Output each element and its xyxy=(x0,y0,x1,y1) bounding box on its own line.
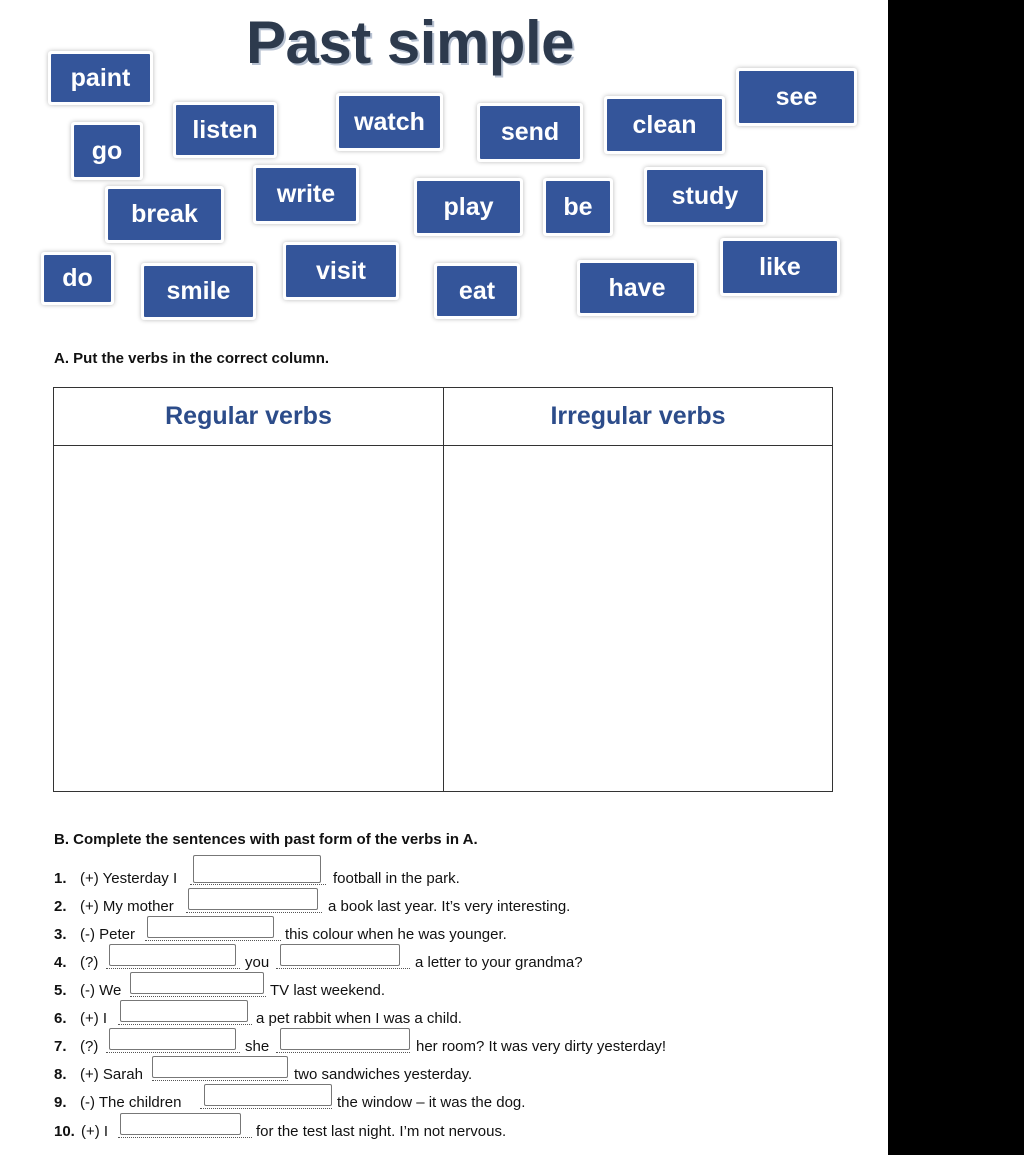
verb-card-paint[interactable]: paint xyxy=(51,54,150,102)
section-b-instruction: B. Complete the sentences with past form of the verbs in A. xyxy=(54,831,478,848)
answer-box[interactable] xyxy=(193,855,321,883)
sentence-text: she xyxy=(245,1038,270,1055)
dotted-line xyxy=(118,1137,252,1138)
verb-card-break[interactable]: break xyxy=(108,189,221,240)
regular-verbs-header: Regular verbs xyxy=(54,388,443,446)
sentence-text: two sandwiches yesterday. xyxy=(294,1066,473,1083)
regular-verbs-drop-area[interactable] xyxy=(54,446,443,791)
dotted-line xyxy=(106,1052,240,1053)
sentence-text: (+) I xyxy=(80,1010,108,1027)
sentence-text: a pet rabbit when I was a child. xyxy=(256,1010,462,1027)
verb-card-watch[interactable]: watch xyxy=(339,96,440,148)
sentence-number: 1. xyxy=(54,870,67,887)
sentence-text: (?) xyxy=(80,1038,99,1055)
irregular-verbs-drop-area[interactable] xyxy=(444,446,832,791)
verb-card-play[interactable]: play xyxy=(417,181,520,233)
dotted-line xyxy=(200,1108,332,1109)
verb-card-send[interactable]: send xyxy=(480,106,580,159)
sentence-number: 9. xyxy=(54,1094,67,1111)
verb-card-like[interactable]: like xyxy=(723,241,837,293)
dotted-line xyxy=(186,912,322,913)
sentence-number: 4. xyxy=(54,954,67,971)
answer-box[interactable] xyxy=(120,1113,241,1135)
answer-box[interactable] xyxy=(109,1028,236,1050)
verb-card-clean[interactable]: clean xyxy=(607,99,722,151)
sentence-number: 2. xyxy=(54,898,67,915)
verb-card-listen[interactable]: listen xyxy=(176,105,274,155)
dotted-line xyxy=(130,996,266,997)
sentence-text: (-) The children xyxy=(80,1094,182,1111)
sentence-text: TV last weekend. xyxy=(270,982,386,999)
sentence-text: this colour when he was younger. xyxy=(285,926,507,943)
sentence-number: 10. xyxy=(54,1123,75,1140)
sentence-text: a letter to your grandma? xyxy=(415,954,583,971)
sentence-text: (+) I xyxy=(81,1123,109,1140)
sentence-text: a book last year. It’s very interesting. xyxy=(328,898,571,915)
sentence-number: 6. xyxy=(54,1010,67,1027)
verb-card-see[interactable]: see xyxy=(739,71,854,123)
sentence-text: (-) Peter xyxy=(80,926,136,943)
dotted-line xyxy=(276,1052,410,1053)
answer-box[interactable] xyxy=(188,888,318,910)
verb-card-have[interactable]: have xyxy=(580,263,694,313)
dotted-line xyxy=(276,968,410,969)
irregular-verbs-header: Irregular verbs xyxy=(444,388,832,446)
sentence-text: football in the park. xyxy=(333,870,460,887)
verb-card-write[interactable]: write xyxy=(256,168,356,221)
sentence-number: 8. xyxy=(54,1066,67,1083)
sentence-text: you xyxy=(245,954,270,971)
sentence-text: (+) Yesterday I xyxy=(80,870,178,887)
sentence-text: for the test last night. I’m not nervous. xyxy=(256,1123,507,1140)
sentence-text: her room? It was very dirty yesterday! xyxy=(416,1038,667,1055)
sentence-number: 3. xyxy=(54,926,67,943)
sentence-text: (-) We xyxy=(80,982,122,999)
verb-card-visit[interactable]: visit xyxy=(286,245,396,297)
sentence-text: (+) My mother xyxy=(80,898,174,915)
sentence-text: the window – it was the dog. xyxy=(337,1094,526,1111)
verb-card-smile[interactable]: smile xyxy=(144,266,253,317)
verb-card-be[interactable]: be xyxy=(546,181,610,233)
sentence-number: 5. xyxy=(54,982,67,999)
sentence-text: (+) Sarah xyxy=(80,1066,143,1083)
answer-box[interactable] xyxy=(147,916,274,938)
answer-box[interactable] xyxy=(280,944,400,966)
answer-box[interactable] xyxy=(204,1084,332,1106)
dotted-line xyxy=(190,884,326,885)
sentence-text: (?) xyxy=(80,954,99,971)
verb-card-study[interactable]: study xyxy=(647,170,763,222)
verb-sort-table xyxy=(53,387,833,792)
answer-box[interactable] xyxy=(120,1000,248,1022)
dotted-line xyxy=(118,1024,252,1025)
sentence-number: 7. xyxy=(54,1038,67,1055)
dotted-line xyxy=(145,940,281,941)
dotted-line xyxy=(106,968,240,969)
answer-box[interactable] xyxy=(280,1028,410,1050)
verb-card-go[interactable]: go xyxy=(74,125,140,177)
verb-card-do[interactable]: do xyxy=(44,255,111,302)
answer-box[interactable] xyxy=(109,944,236,966)
section-a-instruction: A. Put the verbs in the correct column. xyxy=(54,350,330,367)
answer-box[interactable] xyxy=(130,972,264,994)
answer-box[interactable] xyxy=(152,1056,288,1078)
dotted-line xyxy=(152,1080,288,1081)
page-title: Past simple xyxy=(246,9,574,76)
verb-card-eat[interactable]: eat xyxy=(437,266,517,316)
